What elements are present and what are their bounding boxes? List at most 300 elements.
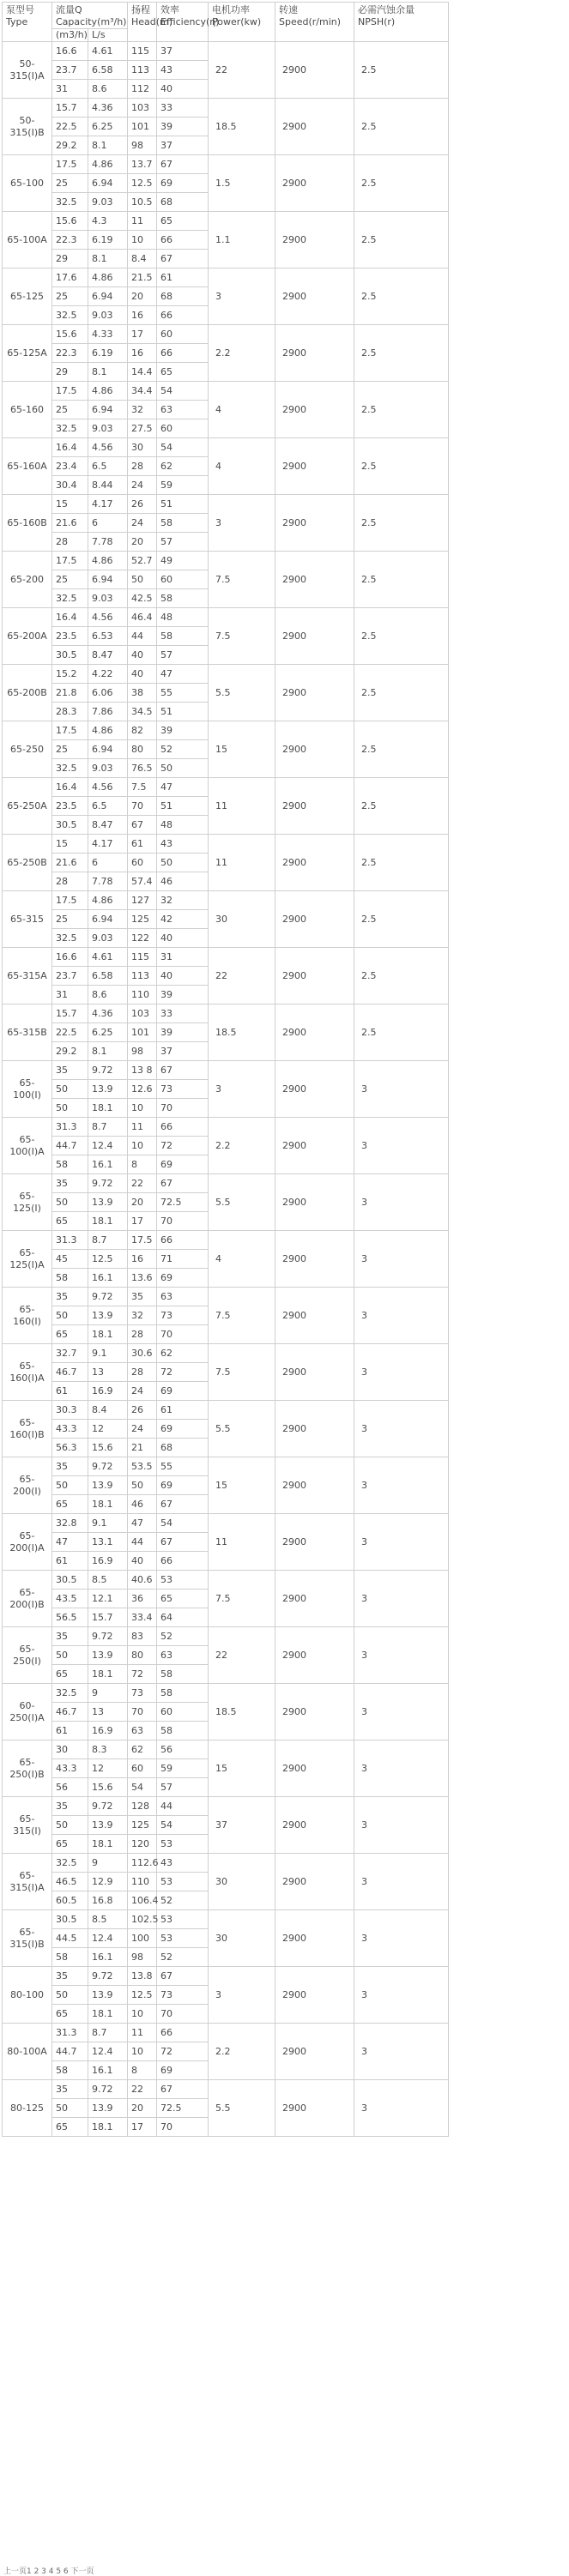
capacity-ls-cell: 6 bbox=[88, 854, 128, 872]
head-cell: 28 bbox=[128, 1363, 157, 1382]
capacity-m3h-cell: 50 bbox=[52, 1986, 88, 2005]
power-cell: 1.5 bbox=[209, 155, 275, 212]
efficiency-cell: 43 bbox=[157, 61, 209, 80]
power-cell: 11 bbox=[209, 1514, 275, 1571]
head-cell: 113 bbox=[128, 61, 157, 80]
head-cell: 83 bbox=[128, 1627, 157, 1646]
capacity-m3h-cell: 43.3 bbox=[52, 1759, 88, 1778]
capacity-m3h-cell: 65 bbox=[52, 1212, 88, 1231]
speed-cell: 2900 bbox=[275, 1288, 354, 1344]
head-cell: 12.5 bbox=[128, 174, 157, 193]
pump-model-cell: 65-200B bbox=[3, 665, 52, 721]
capacity-m3h-cell: 47 bbox=[52, 1533, 88, 1552]
speed-cell: 2900 bbox=[275, 1231, 354, 1288]
capacity-ls-cell: 9.03 bbox=[88, 193, 128, 212]
capacity-m3h-cell: 32.8 bbox=[52, 1514, 88, 1533]
efficiency-cell: 55 bbox=[157, 1457, 209, 1476]
table-row bbox=[3, 721, 449, 740]
capacity-ls-cell: 6.94 bbox=[88, 910, 128, 929]
efficiency-cell: 60 bbox=[157, 1703, 209, 1722]
capacity-ls-cell: 6 bbox=[88, 514, 128, 533]
power-cell: 5.5 bbox=[209, 1401, 275, 1457]
head-cell: 98 bbox=[128, 1042, 157, 1061]
efficiency-cell: 66 bbox=[157, 2024, 209, 2042]
capacity-m3h-cell: 23.4 bbox=[52, 457, 88, 476]
capacity-ls-cell: 8.47 bbox=[88, 816, 128, 835]
capacity-ls-cell: 6.94 bbox=[88, 570, 128, 589]
head-cell: 27.5 bbox=[128, 419, 157, 438]
capacity-m3h-cell: 44.5 bbox=[52, 1929, 88, 1948]
capacity-ls-cell: 8.3 bbox=[88, 1740, 128, 1759]
capacity-m3h-cell: 32.5 bbox=[52, 306, 88, 325]
capacity-m3h-cell: 58 bbox=[52, 2061, 88, 2080]
speed-cell: 2900 bbox=[275, 1740, 354, 1797]
efficiency-cell: 58 bbox=[157, 589, 209, 608]
capacity-m3h-cell: 15.7 bbox=[52, 1004, 88, 1023]
power-cell: 7.5 bbox=[209, 552, 275, 608]
npsh-cell: 3 bbox=[354, 1740, 449, 1797]
capacity-ls-cell: 13 bbox=[88, 1703, 128, 1722]
capacity-m3h-cell: 23.7 bbox=[52, 61, 88, 80]
capacity-ls-cell: 4.36 bbox=[88, 99, 128, 118]
capacity-m3h-cell: 16.4 bbox=[52, 608, 88, 627]
capacity-ls-cell: 6.25 bbox=[88, 1023, 128, 1042]
capacity-m3h-cell: 30.5 bbox=[52, 1910, 88, 1929]
efficiency-cell: 73 bbox=[157, 1986, 209, 2005]
speed-cell: 2900 bbox=[275, 948, 354, 1004]
capacity-ls-cell: 16.1 bbox=[88, 1269, 128, 1288]
capacity-m3h-cell: 15.6 bbox=[52, 325, 88, 344]
capacity-ls-cell: 4.56 bbox=[88, 778, 128, 797]
capacity-ls-cell: 16.8 bbox=[88, 1891, 128, 1910]
head-cell: 40 bbox=[128, 665, 157, 684]
capacity-m3h-cell: 46.5 bbox=[52, 1873, 88, 1891]
head-cell: 62 bbox=[128, 1740, 157, 1759]
head-cell: 125 bbox=[128, 1816, 157, 1835]
efficiency-cell: 31 bbox=[157, 948, 209, 967]
capacity-m3h-cell: 25 bbox=[52, 401, 88, 419]
capacity-m3h-cell: 30.3 bbox=[52, 1401, 88, 1420]
npsh-cell: 2.5 bbox=[354, 665, 449, 721]
capacity-ls-cell: 9.03 bbox=[88, 759, 128, 778]
capacity-m3h-cell: 29 bbox=[52, 363, 88, 382]
head-cell: 60 bbox=[128, 854, 157, 872]
pump-model-cell: 65-250(I)B bbox=[3, 1740, 52, 1797]
capacity-m3h-cell: 35 bbox=[52, 1174, 88, 1193]
power-cell: 18.5 bbox=[209, 1684, 275, 1740]
pump-model-cell: 65-160(I)A bbox=[3, 1344, 52, 1401]
efficiency-cell: 58 bbox=[157, 1665, 209, 1684]
capacity-ls-cell: 9.03 bbox=[88, 929, 128, 948]
capacity-m3h-cell: 58 bbox=[52, 1155, 88, 1174]
speed-cell: 2900 bbox=[275, 382, 354, 438]
efficiency-cell: 39 bbox=[157, 986, 209, 1004]
capacity-ls-cell: 6.94 bbox=[88, 174, 128, 193]
pump-model-cell: 65-315A bbox=[3, 948, 52, 1004]
head-cell: 24 bbox=[128, 476, 157, 495]
head-cell: 11 bbox=[128, 2024, 157, 2042]
efficiency-cell: 62 bbox=[157, 1344, 209, 1363]
head-cell: 103 bbox=[128, 99, 157, 118]
capacity-m3h-cell: 22.3 bbox=[52, 344, 88, 363]
capacity-ls-cell: 4.17 bbox=[88, 495, 128, 514]
efficiency-cell: 39 bbox=[157, 721, 209, 740]
table-row bbox=[3, 1174, 449, 1193]
capacity-ls-cell: 4.86 bbox=[88, 268, 128, 287]
capacity-ls-cell: 4.86 bbox=[88, 155, 128, 174]
efficiency-cell: 73 bbox=[157, 1306, 209, 1325]
npsh-cell: 3 bbox=[354, 1910, 449, 1967]
npsh-cell: 3 bbox=[354, 1684, 449, 1740]
head-cell: 47 bbox=[128, 1514, 157, 1533]
table-row bbox=[3, 1740, 449, 1759]
efficiency-cell: 59 bbox=[157, 1759, 209, 1778]
capacity-m3h-cell: 32.5 bbox=[52, 759, 88, 778]
head-cell: 20 bbox=[128, 533, 157, 552]
power-cell: 4 bbox=[209, 382, 275, 438]
npsh-cell: 3 bbox=[354, 1571, 449, 1627]
efficiency-cell: 50 bbox=[157, 854, 209, 872]
efficiency-cell: 33 bbox=[157, 1004, 209, 1023]
capacity-ls-cell: 9.72 bbox=[88, 2080, 128, 2099]
head-cell: 10 bbox=[128, 231, 157, 250]
efficiency-cell: 70 bbox=[157, 1325, 209, 1344]
capacity-m3h-cell: 56.3 bbox=[52, 1439, 88, 1457]
efficiency-cell: 57 bbox=[157, 533, 209, 552]
capacity-ls-cell: 8.7 bbox=[88, 2024, 128, 2042]
capacity-ls-cell: 15.6 bbox=[88, 1439, 128, 1457]
efficiency-cell: 69 bbox=[157, 1420, 209, 1439]
capacity-ls-cell: 9 bbox=[88, 1854, 128, 1873]
capacity-ls-cell: 16.1 bbox=[88, 1948, 128, 1967]
capacity-m3h-cell: 21.6 bbox=[52, 514, 88, 533]
capacity-m3h-cell: 15.6 bbox=[52, 212, 88, 231]
table-row bbox=[3, 1231, 449, 1250]
pump-model-cell: 65-100A bbox=[3, 212, 52, 268]
capacity-ls-cell: 18.1 bbox=[88, 1325, 128, 1344]
head-cell: 73 bbox=[128, 1684, 157, 1703]
head-cell: 61 bbox=[128, 835, 157, 854]
npsh-cell: 3 bbox=[354, 1174, 449, 1231]
header-row bbox=[3, 3, 449, 29]
capacity-ls-cell: 8.1 bbox=[88, 250, 128, 268]
capacity-m3h-cell: 31 bbox=[52, 80, 88, 99]
capacity-ls-cell: 4.56 bbox=[88, 438, 128, 457]
npsh-cell: 2.5 bbox=[354, 948, 449, 1004]
head-cell: 21 bbox=[128, 1439, 157, 1457]
capacity-ls-cell: 4.33 bbox=[88, 325, 128, 344]
efficiency-cell: 63 bbox=[157, 1288, 209, 1306]
capacity-ls-cell: 18.1 bbox=[88, 1212, 128, 1231]
head-cell: 22 bbox=[128, 1174, 157, 1193]
capacity-ls-cell: 13.9 bbox=[88, 1193, 128, 1212]
capacity-m3h-cell: 32.5 bbox=[52, 193, 88, 212]
capacity-ls-cell: 9.72 bbox=[88, 1174, 128, 1193]
capacity-ls-cell: 13.9 bbox=[88, 1646, 128, 1665]
efficiency-cell: 69 bbox=[157, 1269, 209, 1288]
efficiency-cell: 59 bbox=[157, 476, 209, 495]
head-cell: 30.6 bbox=[128, 1344, 157, 1363]
table-row bbox=[3, 665, 449, 684]
capacity-m3h-cell: 35 bbox=[52, 1061, 88, 1080]
capacity-ls-cell: 6.25 bbox=[88, 118, 128, 136]
power-cell: 15 bbox=[209, 1740, 275, 1797]
capacity-ls-cell: 4.61 bbox=[88, 948, 128, 967]
head-cell: 57.4 bbox=[128, 872, 157, 891]
capacity-ls-cell: 12.4 bbox=[88, 2042, 128, 2061]
col-header-capacity: 流量Q Capacity(m³/h) bbox=[52, 3, 128, 29]
capacity-ls-cell: 13.9 bbox=[88, 1816, 128, 1835]
speed-cell: 2900 bbox=[275, 1344, 354, 1401]
capacity-m3h-cell: 15 bbox=[52, 835, 88, 854]
speed-cell: 2900 bbox=[275, 1571, 354, 1627]
capacity-ls-cell: 8.1 bbox=[88, 363, 128, 382]
capacity-m3h-cell: 31.3 bbox=[52, 2024, 88, 2042]
pump-model-cell: 65-125A bbox=[3, 325, 52, 382]
speed-cell: 2900 bbox=[275, 778, 354, 835]
capacity-ls-cell: 8.6 bbox=[88, 986, 128, 1004]
efficiency-cell: 54 bbox=[157, 382, 209, 401]
table-row bbox=[3, 1571, 449, 1590]
capacity-m3h-cell: 30.5 bbox=[52, 646, 88, 665]
efficiency-cell: 37 bbox=[157, 1042, 209, 1061]
head-cell: 102.5 bbox=[128, 1910, 157, 1929]
power-cell: 5.5 bbox=[209, 665, 275, 721]
power-cell: 11 bbox=[209, 835, 275, 891]
capacity-m3h-cell: 35 bbox=[52, 1967, 88, 1986]
pump-model-cell: 65-315(I)B bbox=[3, 1910, 52, 1967]
head-cell: 115 bbox=[128, 42, 157, 61]
head-cell: 80 bbox=[128, 1646, 157, 1665]
capacity-ls-cell: 4.86 bbox=[88, 891, 128, 910]
power-cell: 2.2 bbox=[209, 1118, 275, 1174]
head-cell: 98 bbox=[128, 1948, 157, 1967]
capacity-ls-cell: 13.9 bbox=[88, 1476, 128, 1495]
efficiency-cell: 47 bbox=[157, 665, 209, 684]
efficiency-cell: 54 bbox=[157, 438, 209, 457]
head-cell: 30 bbox=[128, 438, 157, 457]
head-cell: 103 bbox=[128, 1004, 157, 1023]
efficiency-cell: 50 bbox=[157, 759, 209, 778]
table-row bbox=[3, 1684, 449, 1703]
head-cell: 7.5 bbox=[128, 778, 157, 797]
efficiency-cell: 66 bbox=[157, 1552, 209, 1571]
pump-model-cell: 65-100(I)A bbox=[3, 1118, 52, 1174]
head-cell: 50 bbox=[128, 1476, 157, 1495]
capacity-ls-cell: 16.9 bbox=[88, 1382, 128, 1401]
efficiency-cell: 67 bbox=[157, 2080, 209, 2099]
efficiency-cell: 65 bbox=[157, 212, 209, 231]
capacity-m3h-cell: 17.5 bbox=[52, 382, 88, 401]
capacity-m3h-cell: 28 bbox=[52, 533, 88, 552]
capacity-ls-cell: 12.1 bbox=[88, 1590, 128, 1608]
capacity-m3h-cell: 50 bbox=[52, 1306, 88, 1325]
npsh-cell: 2.5 bbox=[354, 835, 449, 891]
efficiency-cell: 32 bbox=[157, 891, 209, 910]
head-cell: 11 bbox=[128, 212, 157, 231]
pump-model-cell: 65-200(I) bbox=[3, 1457, 52, 1514]
capacity-m3h-cell: 17.5 bbox=[52, 721, 88, 740]
efficiency-cell: 37 bbox=[157, 136, 209, 155]
capacity-m3h-cell: 46.7 bbox=[52, 1363, 88, 1382]
power-cell: 7.5 bbox=[209, 1344, 275, 1401]
npsh-cell: 2.5 bbox=[354, 42, 449, 99]
capacity-m3h-cell: 58 bbox=[52, 1948, 88, 1967]
head-cell: 10 bbox=[128, 2042, 157, 2061]
power-cell: 5.5 bbox=[209, 2080, 275, 2137]
capacity-m3h-cell: 16.4 bbox=[52, 778, 88, 797]
power-cell: 22 bbox=[209, 42, 275, 99]
efficiency-cell: 70 bbox=[157, 1099, 209, 1118]
head-cell: 101 bbox=[128, 1023, 157, 1042]
npsh-cell: 3 bbox=[354, 1344, 449, 1401]
pump-model-cell: 65-100 bbox=[3, 155, 52, 212]
head-cell: 35 bbox=[128, 1288, 157, 1306]
efficiency-cell: 52 bbox=[157, 1948, 209, 1967]
efficiency-cell: 52 bbox=[157, 740, 209, 759]
capacity-m3h-cell: 32.5 bbox=[52, 419, 88, 438]
capacity-m3h-cell: 35 bbox=[52, 1457, 88, 1476]
power-cell: 22 bbox=[209, 948, 275, 1004]
npsh-cell: 2.5 bbox=[354, 268, 449, 325]
npsh-cell: 3 bbox=[354, 1514, 449, 1571]
table-row bbox=[3, 1854, 449, 1873]
head-cell: 98 bbox=[128, 136, 157, 155]
speed-cell: 2900 bbox=[275, 2080, 354, 2137]
capacity-ls-cell: 12 bbox=[88, 1759, 128, 1778]
capacity-m3h-cell: 50 bbox=[52, 1646, 88, 1665]
capacity-ls-cell: 6.94 bbox=[88, 740, 128, 759]
capacity-ls-cell: 16.1 bbox=[88, 2061, 128, 2080]
efficiency-cell: 53 bbox=[157, 1835, 209, 1854]
efficiency-cell: 72 bbox=[157, 1137, 209, 1155]
head-cell: 26 bbox=[128, 495, 157, 514]
capacity-m3h-cell: 15.7 bbox=[52, 99, 88, 118]
capacity-ls-cell: 13.9 bbox=[88, 2099, 128, 2118]
efficiency-cell: 66 bbox=[157, 306, 209, 325]
capacity-ls-cell: 8.4 bbox=[88, 1401, 128, 1420]
table-row bbox=[3, 608, 449, 627]
capacity-m3h-cell: 65 bbox=[52, 1495, 88, 1514]
capacity-ls-cell: 18.1 bbox=[88, 1099, 128, 1118]
capacity-m3h-cell: 23.5 bbox=[52, 627, 88, 646]
head-cell: 113 bbox=[128, 967, 157, 986]
capacity-m3h-cell: 58 bbox=[52, 1269, 88, 1288]
speed-cell: 2900 bbox=[275, 325, 354, 382]
capacity-m3h-cell: 32.5 bbox=[52, 929, 88, 948]
efficiency-cell: 69 bbox=[157, 1382, 209, 1401]
power-cell: 4 bbox=[209, 1231, 275, 1288]
efficiency-cell: 51 bbox=[157, 495, 209, 514]
speed-cell: 2900 bbox=[275, 891, 354, 948]
efficiency-cell: 40 bbox=[157, 929, 209, 948]
efficiency-cell: 58 bbox=[157, 514, 209, 533]
pump-model-cell: 65-160A bbox=[3, 438, 52, 495]
pump-model-cell: 65-315 bbox=[3, 891, 52, 948]
capacity-m3h-cell: 44.7 bbox=[52, 2042, 88, 2061]
capacity-ls-cell: 9.72 bbox=[88, 1457, 128, 1476]
capacity-ls-cell: 4.17 bbox=[88, 835, 128, 854]
capacity-ls-cell: 15.7 bbox=[88, 1608, 128, 1627]
capacity-m3h-cell: 25 bbox=[52, 174, 88, 193]
head-cell: 125 bbox=[128, 910, 157, 929]
speed-cell: 2900 bbox=[275, 1174, 354, 1231]
head-cell: 28 bbox=[128, 457, 157, 476]
pump-model-cell: 65-315(I) bbox=[3, 1797, 52, 1854]
head-cell: 26 bbox=[128, 1401, 157, 1420]
table-row bbox=[3, 1910, 449, 1929]
capacity-ls-cell: 9.1 bbox=[88, 1344, 128, 1363]
npsh-cell: 3 bbox=[354, 1854, 449, 1910]
head-cell: 14.4 bbox=[128, 363, 157, 382]
capacity-m3h-cell: 50 bbox=[52, 2099, 88, 2118]
pump-model-cell: 50-315(I)B bbox=[3, 99, 52, 155]
head-cell: 13.6 bbox=[128, 1269, 157, 1288]
capacity-m3h-cell: 29 bbox=[52, 250, 88, 268]
head-cell: 17 bbox=[128, 2118, 157, 2137]
speed-cell: 2900 bbox=[275, 268, 354, 325]
capacity-ls-cell: 13.9 bbox=[88, 1986, 128, 2005]
head-cell: 13.7 bbox=[128, 155, 157, 174]
table-row bbox=[3, 948, 449, 967]
efficiency-cell: 40 bbox=[157, 80, 209, 99]
head-cell: 53.5 bbox=[128, 1457, 157, 1476]
efficiency-cell: 69 bbox=[157, 1476, 209, 1495]
efficiency-cell: 67 bbox=[157, 1533, 209, 1552]
capacity-ls-cell: 16.1 bbox=[88, 1155, 128, 1174]
head-cell: 38 bbox=[128, 684, 157, 703]
capacity-m3h-cell: 50 bbox=[52, 1816, 88, 1835]
pump-model-cell: 60-250(I)A bbox=[3, 1684, 52, 1740]
speed-cell: 2900 bbox=[275, 1004, 354, 1061]
capacity-m3h-cell: 31.3 bbox=[52, 1118, 88, 1137]
head-cell: 101 bbox=[128, 118, 157, 136]
efficiency-cell: 58 bbox=[157, 1684, 209, 1703]
capacity-m3h-cell: 17.5 bbox=[52, 155, 88, 174]
pump-model-cell: 80-125 bbox=[3, 2080, 52, 2137]
capacity-m3h-cell: 56 bbox=[52, 1778, 88, 1797]
efficiency-cell: 61 bbox=[157, 268, 209, 287]
head-cell: 54 bbox=[128, 1778, 157, 1797]
speed-cell: 2900 bbox=[275, 1061, 354, 1118]
head-cell: 46 bbox=[128, 1495, 157, 1514]
efficiency-cell: 72.5 bbox=[157, 1193, 209, 1212]
capacity-ls-cell: 6.58 bbox=[88, 967, 128, 986]
capacity-m3h-cell: 61 bbox=[52, 1382, 88, 1401]
capacity-m3h-cell: 43.5 bbox=[52, 1590, 88, 1608]
speed-cell: 2900 bbox=[275, 42, 354, 99]
head-cell: 40 bbox=[128, 646, 157, 665]
capacity-ls-cell: 8.1 bbox=[88, 136, 128, 155]
capacity-m3h-cell: 45 bbox=[52, 1250, 88, 1269]
table-row bbox=[3, 1288, 449, 1306]
npsh-cell: 2.5 bbox=[354, 891, 449, 948]
capacity-m3h-cell: 35 bbox=[52, 1288, 88, 1306]
capacity-ls-cell: 6.94 bbox=[88, 401, 128, 419]
npsh-cell: 3 bbox=[354, 1118, 449, 1174]
table-row bbox=[3, 1004, 449, 1023]
efficiency-cell: 68 bbox=[157, 1439, 209, 1457]
table-row bbox=[3, 1514, 449, 1533]
capacity-ls-cell: 4.3 bbox=[88, 212, 128, 231]
speed-cell: 2900 bbox=[275, 1401, 354, 1457]
capacity-m3h-cell: 32.5 bbox=[52, 589, 88, 608]
capacity-m3h-cell: 35 bbox=[52, 2080, 88, 2099]
capacity-ls-cell: 18.1 bbox=[88, 1835, 128, 1854]
capacity-m3h-cell: 28.3 bbox=[52, 703, 88, 721]
efficiency-cell: 65 bbox=[157, 1590, 209, 1608]
table-row bbox=[3, 382, 449, 401]
